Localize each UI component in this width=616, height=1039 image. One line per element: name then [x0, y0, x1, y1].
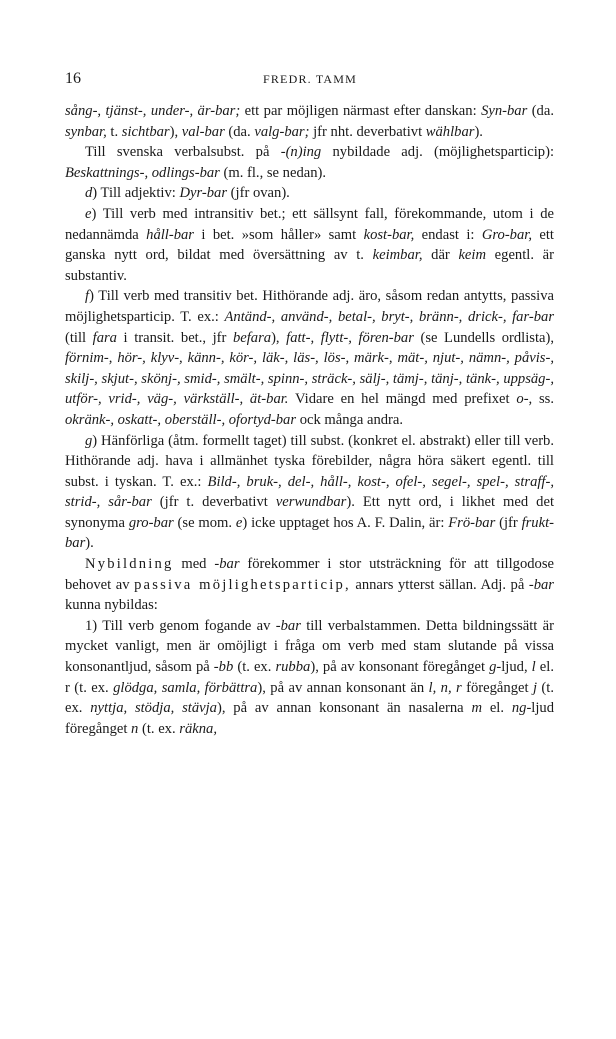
italic-term: -bb: [213, 659, 234, 676]
text-run: till verbalstammen. Detta bildningssätt är mycket vanligt, men är omöjligt i fråga om verb med stam slutande på vissa konsonantljud, såsom på: [65, 617, 554, 676]
italic-term: l: [531, 659, 536, 676]
text-run: nybildade adj. (möjlighetsparticip):: [321, 144, 554, 161]
page-number: 16: [65, 70, 81, 87]
italic-term: förnim-, hör-, klyv-, känn-, kör-, läk-, läs-, lös-, märk-, mät-, njut-, nämn-, påvis-, skilj-, skjut-, skönj-, smid-, smält-, spinn-, sträck-, sälj-, tämj-, tänj-, tänk-, uppsäg-, utför-, vrid-, väg-, värkställ-, ät-bar.: [65, 350, 554, 408]
text-run: ) icke upptaget hos A. F. Dalin, är:: [242, 514, 449, 531]
text-run: el. r (t. ex.: [65, 659, 554, 696]
italic-term: kost-bar,: [363, 226, 415, 243]
text-run: ) Till adjektiv:: [92, 185, 180, 202]
text-run: ss.: [532, 391, 555, 408]
italic-term: -bar: [528, 576, 554, 593]
text-run: (till: [65, 329, 93, 346]
italic-term: rubba: [275, 659, 311, 676]
italic-term: gro-bar: [128, 514, 174, 531]
italic-term: glödga, samla, förbättra: [113, 679, 258, 696]
text-run: el.: [482, 700, 512, 717]
text-run: ) Hänförliga (åtm. formellt taget) till subst. (konkret el. abstrakt) eller till verb. Hithörande adj. hava i allmänhet tyska förebilder, några höra säkert egentl. till subst. i tyskan. T. ex.:: [65, 432, 554, 490]
text-run: ).: [85, 535, 94, 552]
italic-term: o-,: [516, 391, 533, 408]
italic-term: frukt-bar: [65, 514, 554, 552]
text-run: (m. fl., se nedan).: [219, 164, 327, 181]
italic-term: Antänd-, använd-, betal-, bryt-, bränn-, drick-, far-bar: [224, 308, 554, 325]
italic-term: Beskattnings-, odlings-bar: [65, 164, 220, 181]
text-run: (t. ex.: [65, 679, 554, 717]
italic-term: m: [471, 700, 483, 717]
italic-term: håll-bar: [146, 226, 194, 243]
text-run: kunna nybildas:: [65, 597, 158, 614]
paragraph: [65, 286, 554, 430]
text-run: (da.: [224, 123, 255, 140]
text-run: Vidare en hel mängd med prefixet: [288, 391, 517, 408]
italic-term: ng: [511, 700, 527, 717]
italic-term: keim: [458, 247, 487, 264]
italic-term: Gro-bar,: [481, 226, 532, 243]
italic-term: f: [85, 288, 90, 305]
text-run: med: [173, 556, 215, 573]
italic-term: j: [532, 679, 538, 696]
italic-term: val-bar: [181, 123, 225, 140]
text-run: (t. ex.: [138, 720, 180, 737]
italic-term: synbar,: [65, 123, 107, 140]
text-run: (se mom.: [173, 514, 236, 531]
italic-term: sichtbar: [121, 123, 170, 140]
text-run: i bet. »som håller» samt: [193, 226, 364, 243]
text-run: -ljud föregånget: [65, 700, 555, 737]
paragraph: [65, 554, 554, 616]
italic-term: e: [85, 205, 92, 222]
italic-term: -(n)ing: [280, 144, 322, 161]
text-run: ) Till verb med intransitiv bet.; ett sällsynt fall, förekommande, utom i de nedannämda: [65, 205, 554, 243]
text-run: egentl. är substantiv.: [65, 247, 554, 284]
text-run: ock många andra.: [296, 411, 404, 428]
italic-term: -bar: [214, 556, 240, 573]
running-title: FREDR. TAMM: [262, 72, 358, 86]
text-run: ) Till verb med transitiv bet. Hithörande adj. äro, såsom redan antytts, passiva möjlighetsparticip. T. ex.:: [65, 288, 554, 325]
page-header: [65, 70, 555, 90]
text-run: ett ganska nytt ord, bildat med översättning av t.: [65, 226, 554, 264]
text-run: (da.: [527, 103, 554, 119]
spaced-term: Nybildning: [85, 556, 174, 573]
text-run: ), på av annan konsonant än: [257, 679, 429, 696]
paragraph: [65, 101, 554, 142]
text-run: i transit. bet., jfr: [116, 329, 233, 346]
italic-term: Syn-bar: [481, 103, 528, 119]
italic-term: verwundbar: [275, 494, 347, 511]
italic-term: Frö-bar: [448, 514, 496, 531]
text-run: ).: [474, 123, 483, 140]
italic-term: -bar: [275, 617, 301, 634]
italic-term: fatt-, flytt-, fören-bar: [286, 329, 414, 346]
text-run: ), på av annan konsonant än nasalerna: [216, 700, 472, 717]
text-run: ),: [169, 123, 182, 140]
italic-term: e: [235, 514, 243, 531]
italic-term: d: [85, 185, 93, 202]
italic-term: n: [131, 720, 139, 737]
text-run: jfr nht. deverbativt: [309, 123, 426, 140]
italic-term: nyttja, stödja, stävja: [90, 700, 217, 717]
text-run: föregånget: [461, 679, 533, 696]
italic-term: l, n, r: [428, 679, 462, 696]
paragraph: [65, 616, 554, 740]
italic-term: Bild-, bruk-, del-, håll-, kost-, ofel-, segel-, spel-, straff-, strid-, sår-bar: [65, 473, 554, 511]
paragraph: [65, 431, 554, 555]
text-run: ). Ett nytt ord, i likhet med det synonyma: [65, 494, 555, 531]
spaced-term: passiva möjlighetsparticip,: [134, 576, 351, 593]
text-run: (se Lundells ordlista),: [413, 329, 554, 346]
italic-term: räkna,: [179, 720, 217, 737]
text-run: -ljud,: [496, 659, 532, 676]
text-run: 1) Till verb genom fogande av: [85, 617, 276, 634]
text-run: ett par möjligen närmast efter danskan:: [240, 103, 482, 119]
text-run: endast i:: [414, 226, 482, 243]
text-run: där: [422, 247, 459, 264]
paragraph: [65, 183, 554, 204]
italic-term: Dyr-bar: [179, 185, 228, 202]
text-run: (jfr ovan).: [227, 185, 290, 202]
italic-term: valg-bar;: [254, 123, 310, 140]
italic-term: befara: [232, 329, 272, 346]
text-run: t.: [106, 123, 122, 140]
text-run: annars ytterst sällan. Adj. på: [350, 576, 529, 593]
italic-term: okränk-, oskatt-, oberställ-, ofortyd-bar: [65, 411, 297, 428]
text-run: (t. ex.: [233, 659, 276, 676]
paragraph: [65, 142, 554, 183]
text-run: (jfr t. deverbativt: [151, 494, 276, 511]
text-run: ), på av konsonant föregånget: [310, 659, 490, 676]
italic-term: sång-, tjänst-, under-, är-bar;: [65, 103, 241, 119]
body-text: [65, 101, 554, 739]
paragraph: [65, 204, 554, 286]
italic-term: g: [85, 432, 93, 449]
italic-term: wählbar: [425, 123, 475, 140]
italic-term: g: [489, 659, 497, 676]
text-run: ),: [271, 329, 287, 346]
italic-term: fara: [92, 329, 117, 346]
text-run: förekommer i stor utsträckning för att tillgodose behovet av: [65, 556, 554, 593]
text-run: Till svenska verbalsubst. på: [85, 144, 281, 161]
text-run: (jfr: [495, 514, 522, 531]
italic-term: keimbar,: [372, 247, 423, 264]
